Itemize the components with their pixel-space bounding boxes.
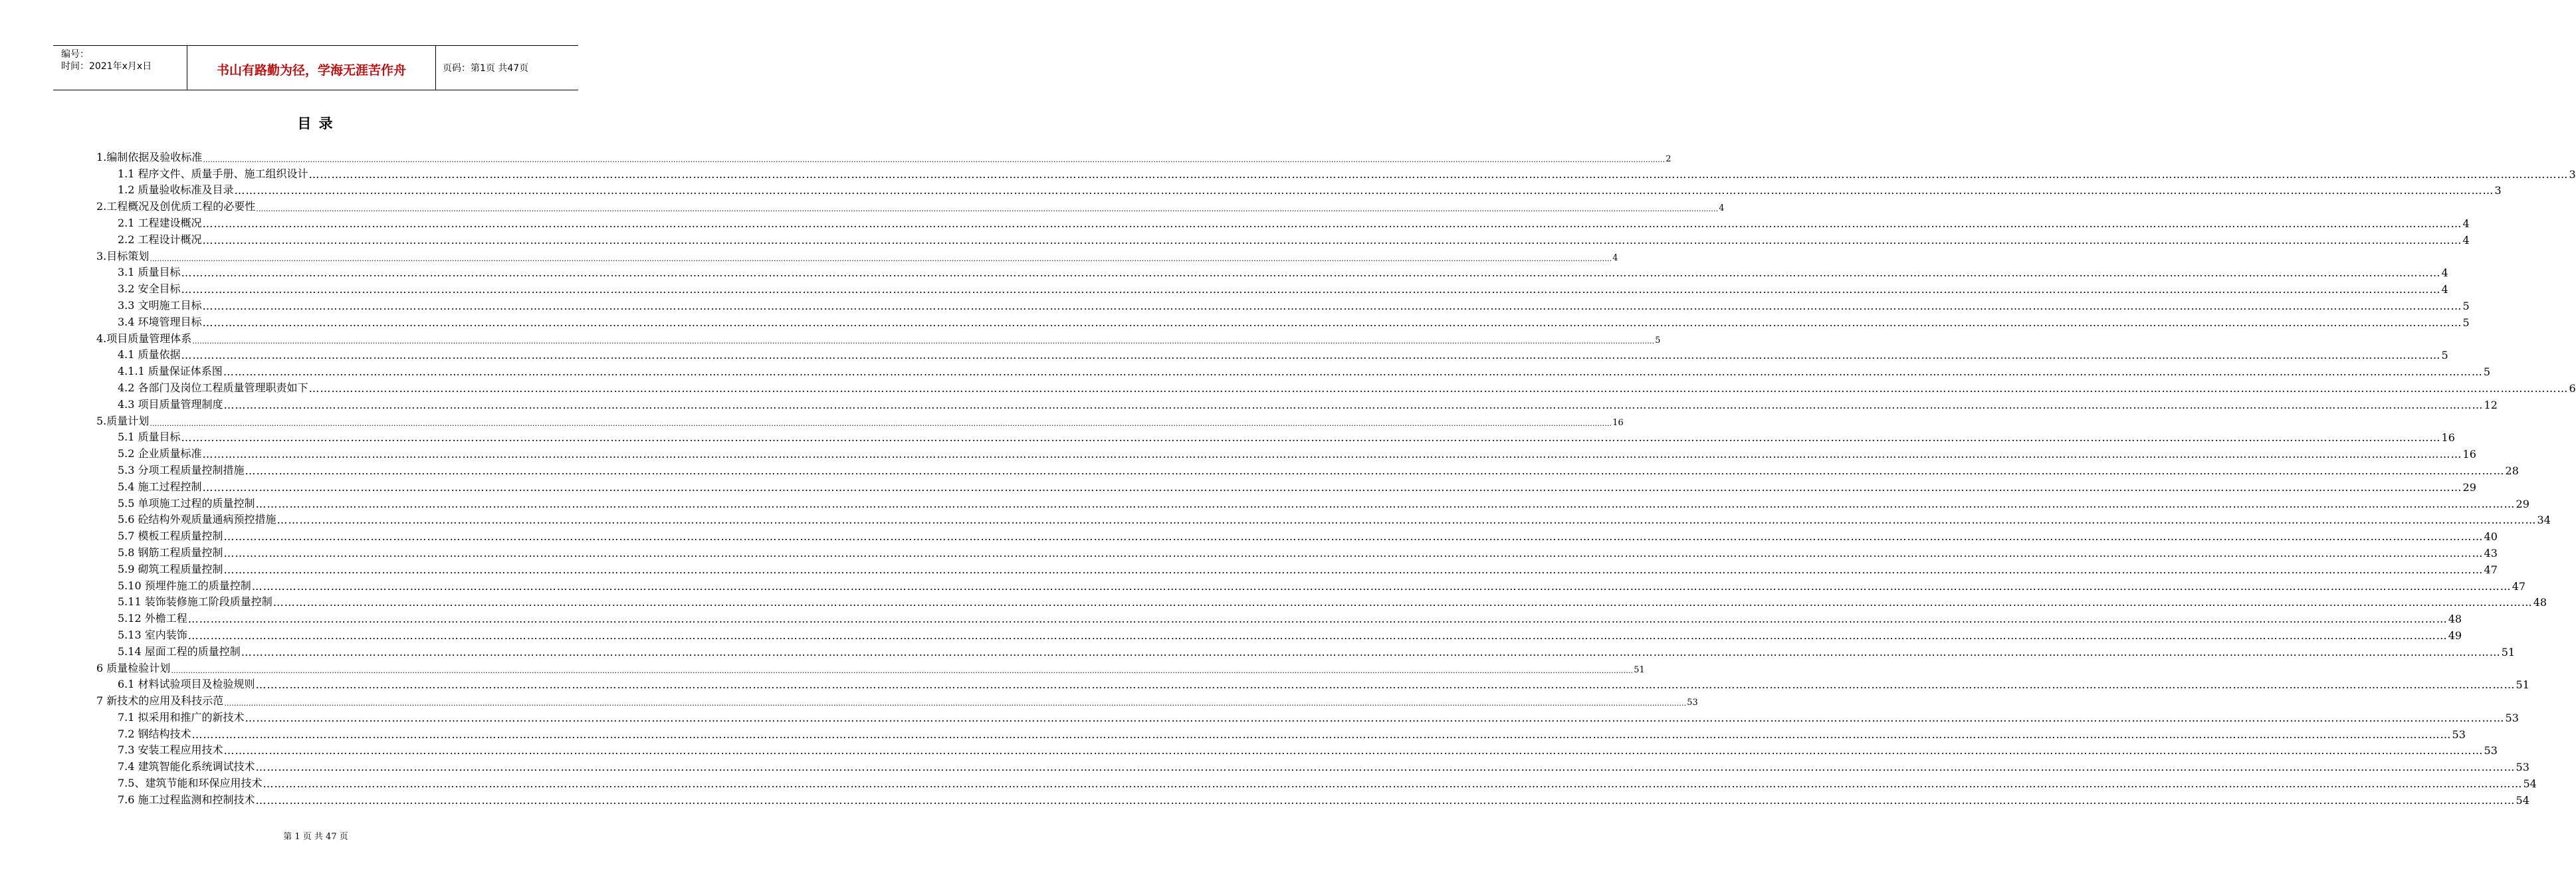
toc-entry-page: 5: [2441, 349, 2448, 362]
toc-entry-page: 4: [1719, 203, 1725, 214]
toc-entry-label: 2.2 工程设计概况: [118, 233, 202, 246]
toc-leader-dots: ……………………………………………………………………………………………………………………………………………………………………………………………………………………………………………………………………………………………………………………………………………………………………………………………………………………………………………………………………………………………………………………………………………………: [245, 711, 2505, 724]
toc-entry-label: 5.3 分项工程质量控制措施: [118, 463, 245, 476]
toc-leader-dots: ……………………………………………………………………………………………………………………………………………………………………………………………………………………………………………………………………………………………………………………………………………………………………………………………………………………………………………………………………………………………………………………………………………………: [255, 761, 2516, 774]
toc-entry-label: 4.3 项目质量管理制度: [118, 397, 223, 411]
toc-entry-label: 6.1 材料试验项目及检验规则: [118, 678, 255, 691]
page-header: [53, 45, 578, 90]
page-footer: 第 1 页 共 47 页: [283, 832, 348, 842]
toc-leader-dots: ……………………………………………………………………………………………………………………………………………………………………………………………………………………………………………………………………………………………………………………………………………………………………………………………………………………………………………………………………………………………………………………………………………………: [308, 381, 2569, 395]
toc-entry-label: 5.11 装饰装修施工阶段质量控制: [118, 595, 272, 609]
toc-entry[interactable]: [96, 757, 2529, 774]
serial-label: 编号：: [61, 49, 89, 60]
toc-entry-page: 47: [2484, 563, 2498, 576]
toc-entry-label: 3.目标策划: [96, 249, 150, 262]
toc-entry[interactable]: [96, 790, 2529, 807]
toc-entry-page: 5: [1655, 335, 1661, 346]
toc-leader-dots: ……………………………………………………………………………………………………………………………………………………………………………………………………………………………………………………………………………………………………………………………………………………………………………………………………………………………………………………………………………………………………………………………………………………: [263, 777, 2523, 791]
toc-entry-label: 2.工程概况及创优质工程的必要性: [96, 200, 256, 213]
toc-entry-label: 1.编制依据及验收标准: [96, 150, 203, 163]
toc-leader-dots: ……………………………………………………………………………………………………………………………………………………………………………………………………………………………………………………………………………………………………………………………………………………………………………………………………………………………………………………………………………………………………………………………………………………: [251, 579, 2512, 593]
toc-leader-dots: ……………………………………………………………………………………………………………………………………………………………………………………………………………………………………………………………………………………………………………………………………………………………………………………………………………………………………………………………………………………………………………………………………………………: [256, 205, 1719, 214]
toc-entry-page: 4: [2441, 283, 2448, 296]
toc-entry-page: 5: [2462, 299, 2470, 312]
toc-entry[interactable]: [96, 708, 2519, 724]
toc-entry[interactable]: [96, 675, 2529, 692]
toc-entry-label: 5.9 砌筑工程质量控制: [118, 562, 223, 575]
toc-entry-page: 53: [2452, 728, 2466, 741]
toc-leader-dots: ……………………………………………………………………………………………………………………………………………………………………………………………………………………………………………………………………………………………………………………………………………………………………………………………………………………………………………………………………………………………………………………………………………………: [181, 266, 2441, 280]
toc-entry[interactable]: [96, 510, 2551, 527]
toc-leader-dots: ……………………………………………………………………………………………………………………………………………………………………………………………………………………………………………………………………………………………………………………………………………………………………………………………………………………………………………………………………………………………………………………………………………………: [223, 365, 2483, 379]
toc-leader-dots: ……………………………………………………………………………………………………………………………………………………………………………………………………………………………………………………………………………………………………………………………………………………………………………………………………………………………………………………………………………………………………………………………………………………: [255, 678, 2516, 692]
toc-entry-page: 54: [2516, 793, 2529, 807]
toc-leader-dots: ……………………………………………………………………………………………………………………………………………………………………………………………………………………………………………………………………………………………………………………………………………………………………………………………………………………………………………………………………………………………………………………………………………………: [223, 530, 2484, 544]
toc-leader-dots: ……………………………………………………………………………………………………………………………………………………………………………………………………………………………………………………………………………………………………………………………………………………………………………………………………………………………………………………………………………………………………………………………………………………: [245, 464, 2505, 477]
toc-entry-label: 4.1 质量依据: [118, 348, 181, 361]
toc-entry-label: 7.1 拟采用和推广的新技术: [118, 710, 245, 724]
toc-leader-dots: ……………………………………………………………………………………………………………………………………………………………………………………………………………………………………………………………………………………………………………………………………………………………………………………………………………………………………………………………………………………………………………………………………………………: [255, 497, 2516, 510]
toc-leader-dots: ……………………………………………………………………………………………………………………………………………………………………………………………………………………………………………………………………………………………………………………………………………………………………………………………………………………………………………………………………………………………………………………………………………………: [191, 728, 2452, 741]
toc-entry-label: 5.12 外檐工程: [118, 612, 187, 625]
toc-entry-label: 3.4 环境管理目标: [118, 315, 202, 328]
toc-entry[interactable]: [96, 164, 2576, 181]
toc-entry[interactable]: [96, 724, 2466, 741]
toc-entry[interactable]: [96, 428, 2455, 445]
toc-entry-label: 4.项目质量管理体系: [96, 332, 192, 345]
toc-leader-dots: ……………………………………………………………………………………………………………………………………………………………………………………………………………………………………………………………………………………………………………………………………………………………………………………………………………………………………………………………………………………………………………………………………………………: [171, 666, 1634, 675]
toc-leader-dots: ……………………………………………………………………………………………………………………………………………………………………………………………………………………………………………………………………………………………………………………………………………………………………………………………………………………………………………………………………………………………………………………………………………………: [223, 744, 2484, 757]
toc-entry-page: 34: [2537, 514, 2551, 527]
toc-entry-label: 3.3 文明施工目标: [118, 298, 202, 312]
toc-entry-page: 43: [2484, 546, 2498, 559]
toc-leader-dots: ……………………………………………………………………………………………………………………………………………………………………………………………………………………………………………………………………………………………………………………………………………………………………………………………………………………………………………………………………………………………………………………………………………………: [187, 629, 2448, 642]
toc-entry[interactable]: [96, 296, 2470, 312]
toc-leader-dots: ……………………………………………………………………………………………………………………………………………………………………………………………………………………………………………………………………………………………………………………………………………………………………………………………………………………………………………………………………………………………………………………………………………………: [181, 431, 2441, 445]
toc-entry-page: 5: [2462, 316, 2470, 329]
toc-entry[interactable]: [96, 576, 2526, 593]
toc-entry-label: 1.2 质量验收标准及目录: [118, 183, 234, 197]
toc-entry-page: 51: [2516, 678, 2529, 692]
toc-entry-label: 5.2 企业质量标准: [118, 447, 202, 460]
toc-entry-page: 4: [2441, 266, 2448, 280]
toc-entry-page: 5: [2483, 365, 2490, 379]
toc-entry[interactable]: [96, 148, 1671, 164]
toc-entry[interactable]: [96, 658, 1645, 675]
toc-leader-dots: ……………………………………………………………………………………………………………………………………………………………………………………………………………………………………………………………………………………………………………………………………………………………………………………………………………………………………………………………………………………………………………………………………………………: [202, 448, 2462, 461]
header-page-info: 页码：第1页 共47页: [443, 63, 529, 74]
toc-entry[interactable]: [96, 609, 2462, 626]
toc-leader-dots: ……………………………………………………………………………………………………………………………………………………………………………………………………………………………………………………………………………………………………………………………………………………………………………………………………………………………………………………………………………………………………………………………………………………: [202, 233, 2462, 247]
toc-entry[interactable]: [96, 279, 2448, 296]
toc-entry-page: 16: [2462, 448, 2476, 461]
toc-entry-label: 7.6 施工过程监测和控制技术: [118, 793, 255, 806]
toc-entry-label: 6 质量检验计划: [96, 661, 171, 674]
toc-entry-label: 5.10 预埋件施工的质量控制: [118, 579, 251, 592]
toc-leader-dots: ……………………………………………………………………………………………………………………………………………………………………………………………………………………………………………………………………………………………………………………………………………………………………………………………………………………………………………………………………………………………………………………………………………………: [224, 699, 1687, 708]
toc-title: 目 录: [297, 116, 334, 132]
toc-entry-page: 29: [2516, 497, 2529, 510]
toc-entry[interactable]: [96, 312, 2470, 329]
toc-entry-label: 5.6 砼结构外观质量通病预控措施: [118, 513, 276, 526]
toc-leader-dots: ……………………………………………………………………………………………………………………………………………………………………………………………………………………………………………………………………………………………………………………………………………………………………………………………………………………………………………………………………………………………………………………………………………………: [150, 419, 1612, 428]
toc-entry-page: 40: [2484, 530, 2498, 544]
toc-entry-page: 3: [2569, 167, 2576, 181]
toc-entry-label: 2.1 工程建设概况: [118, 216, 202, 229]
toc-leader-dots: ……………………………………………………………………………………………………………………………………………………………………………………………………………………………………………………………………………………………………………………………………………………………………………………………………………………………………………………………………………………………………………………………………………………: [234, 184, 2494, 197]
toc-entry[interactable]: [96, 361, 2490, 379]
toc-entry[interactable]: [96, 642, 2516, 658]
toc-leader-dots: ……………………………………………………………………………………………………………………………………………………………………………………………………………………………………………………………………………………………………………………………………………………………………………………………………………………………………………………………………………………………………………………………………………………: [272, 596, 2533, 609]
toc-leader-dots: ……………………………………………………………………………………………………………………………………………………………………………………………………………………………………………………………………………………………………………………………………………………………………………………………………………………………………………………………………………………………………………………………………………………: [255, 793, 2516, 807]
toc-entry-label: 5.14 屋面工程的质量控制: [118, 645, 241, 658]
date-label: 时间：2021年x月x日: [61, 61, 152, 72]
toc-entry-label: 3.1 质量目标: [118, 266, 181, 279]
toc-entry[interactable]: [96, 773, 2537, 791]
toc-entry[interactable]: [96, 181, 2502, 197]
toc-entry-page: 2: [1665, 153, 1671, 164]
toc-leader-dots: ……………………………………………………………………………………………………………………………………………………………………………………………………………………………………………………………………………………………………………………………………………………………………………………………………………………………………………………………………………………………………………………………………………………: [223, 546, 2484, 559]
toc-entry-label: 7.4 建筑智能化系统调试技术: [118, 760, 255, 773]
toc-entry[interactable]: [96, 213, 2470, 230]
toc-entry[interactable]: [96, 593, 2547, 609]
toc-entry[interactable]: [96, 559, 2498, 576]
toc-leader-dots: ……………………………………………………………………………………………………………………………………………………………………………………………………………………………………………………………………………………………………………………………………………………………………………………………………………………………………………………………………………………………………………………………………………………: [181, 283, 2441, 296]
toc-entry[interactable]: [96, 411, 1624, 428]
toc-leader-dots: ……………………………………………………………………………………………………………………………………………………………………………………………………………………………………………………………………………………………………………………………………………………………………………………………………………………………………………………………………………………………………………………………………………………: [223, 398, 2484, 411]
toc-entry-label: 7.2 钢结构技术: [118, 727, 191, 740]
toc-entry[interactable]: [96, 263, 2448, 280]
toc-entry[interactable]: [96, 346, 2448, 362]
toc-entry[interactable]: [96, 197, 1725, 214]
toc-entry-page: 49: [2448, 629, 2462, 642]
toc-leader-dots: ……………………………………………………………………………………………………………………………………………………………………………………………………………………………………………………………………………………………………………………………………………………………………………………………………………………………………………………………………………………………………………………………………………………: [192, 336, 1655, 346]
toc-entry-page: 54: [2523, 777, 2537, 791]
toc-entry-page: 48: [2448, 613, 2462, 626]
toc-entry-page: 51: [2501, 645, 2516, 658]
toc-leader-dots: ……………………………………………………………………………………………………………………………………………………………………………………………………………………………………………………………………………………………………………………………………………………………………………………………………………………………………………………………………………………………………………………………………………………: [202, 217, 2462, 230]
toc-entry-page: 4: [2462, 217, 2470, 230]
toc-entry[interactable]: [96, 494, 2529, 510]
toc-leader-dots: ……………………………………………………………………………………………………………………………………………………………………………………………………………………………………………………………………………………………………………………………………………………………………………………………………………………………………………………………………………………………………………………………………………………: [202, 316, 2462, 329]
toc-entry[interactable]: [96, 395, 2498, 411]
toc-entry-page: 6: [2569, 381, 2576, 395]
header-motto: 书山有路勤为径，学海无涯苦作舟: [187, 46, 436, 90]
toc-entry-page: 4: [1612, 252, 1618, 263]
toc-entry-page: 48: [2533, 596, 2547, 609]
toc-entry-page: 47: [2512, 579, 2526, 593]
toc-entry-page: 12: [2484, 398, 2498, 411]
toc-entry[interactable]: [96, 230, 2470, 247]
toc-entry-page: 51: [1634, 664, 1645, 675]
toc-entry[interactable]: [96, 741, 2498, 757]
toc-entry[interactable]: [96, 625, 2462, 642]
toc-entry[interactable]: [96, 247, 1618, 263]
toc-leader-dots: ……………………………………………………………………………………………………………………………………………………………………………………………………………………………………………………………………………………………………………………………………………………………………………………………………………………………………………………………………………………………………………………………………………………: [181, 349, 2441, 362]
header-meta: [53, 46, 187, 90]
toc-entry-page: 53: [1687, 698, 1698, 708]
toc-entry-label: 7 新技术的应用及科技示范: [96, 694, 224, 708]
toc-entry-page: 29: [2462, 480, 2476, 494]
toc-entry-page: 28: [2505, 464, 2519, 477]
toc-entry-page: 53: [2505, 711, 2519, 724]
toc-leader-dots: ……………………………………………………………………………………………………………………………………………………………………………………………………………………………………………………………………………………………………………………………………………………………………………………………………………………………………………………………………………………………………………………………………………………: [223, 563, 2484, 576]
toc-entry-page: 16: [1612, 417, 1624, 428]
toc-leader-dots: ……………………………………………………………………………………………………………………………………………………………………………………………………………………………………………………………………………………………………………………………………………………………………………………………………………………………………………………………………………………………………………………………………………………: [308, 167, 2569, 181]
toc-entry-label: 5.质量计划: [96, 414, 150, 427]
toc-leader-dots: ……………………………………………………………………………………………………………………………………………………………………………………………………………………………………………………………………………………………………………………………………………………………………………………………………………………………………………………………………………………………………………………………………………………: [150, 254, 1612, 263]
toc-entry-label: 4.2 各部门及岗位工程质量管理职责如下: [118, 381, 308, 394]
toc-entry[interactable]: [96, 543, 2498, 559]
toc-leader-dots: ……………………………………………………………………………………………………………………………………………………………………………………………………………………………………………………………………………………………………………………………………………………………………………………………………………………………………………………………………………………………………………………………………………………: [276, 514, 2537, 527]
toc-entry[interactable]: [96, 329, 1661, 346]
toc-leader-dots: ……………………………………………………………………………………………………………………………………………………………………………………………………………………………………………………………………………………………………………………………………………………………………………………………………………………………………………………………………………………………………………………………………………………: [203, 155, 1665, 164]
toc-entry-page: 53: [2484, 744, 2498, 757]
toc-leader-dots: ……………………………………………………………………………………………………………………………………………………………………………………………………………………………………………………………………………………………………………………………………………………………………………………………………………………………………………………………………………………………………………………………………………………: [241, 645, 2501, 658]
toc-entry-label: 5.1 质量目标: [118, 431, 181, 444]
toc-entry-label: 7.3 安装工程应用技术: [118, 744, 223, 757]
toc-entry-page: 16: [2441, 431, 2455, 445]
toc-entry-label: 7.5、建筑节能和环保应用技术: [118, 777, 263, 790]
toc-entry[interactable]: [96, 691, 1698, 708]
toc-leader-dots: ……………………………………………………………………………………………………………………………………………………………………………………………………………………………………………………………………………………………………………………………………………………………………………………………………………………………………………………………………………………………………………………………………………………: [202, 299, 2462, 312]
toc-entry-label: 3.2 安全目标: [118, 282, 181, 296]
toc-entry[interactable]: [96, 526, 2498, 544]
toc-entry-page: 4: [2462, 233, 2470, 247]
toc-entry-label: 5.8 钢筋工程质量控制: [118, 546, 223, 559]
toc-entry-label: 4.1.1 质量保证体系图: [118, 365, 223, 378]
toc-entry-page: 53: [2516, 761, 2529, 774]
toc-entry-label: 5.13 室内装饰: [118, 628, 187, 641]
toc-entry-label: 5.7 模板工程质量控制: [118, 530, 223, 543]
toc-entry-label: 1.1 程序文件、质量手册、施工组织设计: [118, 167, 308, 180]
toc-entry[interactable]: [96, 460, 2519, 477]
toc-leader-dots: ……………………………………………………………………………………………………………………………………………………………………………………………………………………………………………………………………………………………………………………………………………………………………………………………………………………………………………………………………………………………………………………………………………………: [202, 480, 2462, 494]
toc-entry[interactable]: [96, 477, 2476, 494]
toc-entry-page: 3: [2494, 184, 2502, 197]
toc-leader-dots: ……………………………………………………………………………………………………………………………………………………………………………………………………………………………………………………………………………………………………………………………………………………………………………………………………………………………………………………………………………………………………………………………………………………: [187, 613, 2448, 626]
toc-entry[interactable]: [96, 444, 2476, 461]
toc-entry-label: 5.5 单项施工过程的质量控制: [118, 496, 255, 510]
table-of-contents: [96, 148, 2576, 807]
toc-entry[interactable]: [96, 378, 2576, 395]
toc-entry-label: 5.4 施工过程控制: [118, 480, 202, 493]
